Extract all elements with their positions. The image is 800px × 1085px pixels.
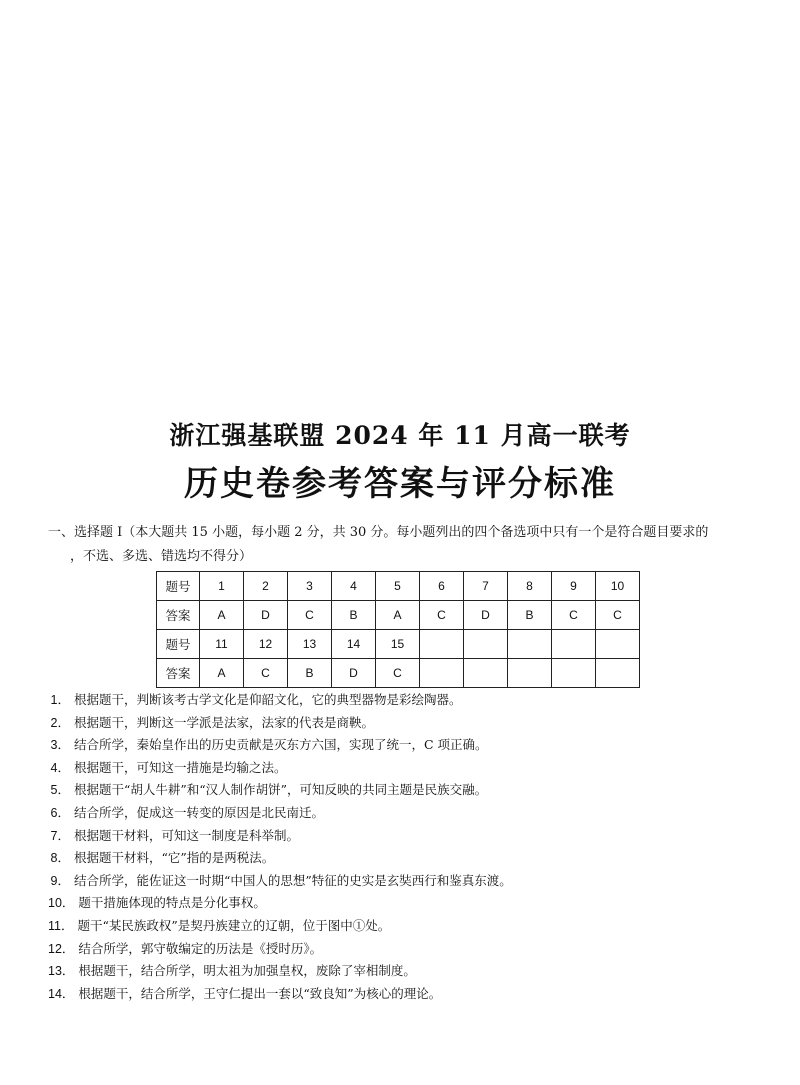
answer-cell: D (464, 601, 508, 630)
explanation-text: 题干“某民族政权”是契丹族建立的辽朝，位于图中①处。 (77, 917, 391, 933)
answer-cell (552, 659, 596, 688)
explanation-item (48, 938, 512, 961)
explanation-number: 7． (50, 828, 70, 843)
explanation-number: 1． (50, 693, 70, 707)
section-heading-line2: ，不选、多选、错选均不得分） (70, 549, 253, 564)
question-cell (552, 630, 596, 659)
question-cell: 12 (244, 630, 288, 659)
explanation-text: 根据题干，判断这一学派是法家，法家的代表是商鞅。 (74, 714, 375, 730)
answer-cell: D (244, 601, 288, 630)
answer-cell: C (596, 601, 640, 630)
question-cell: 11 (200, 630, 244, 659)
explanation-text: 根据题干，结合所学，明太祖为加强皇权，废除了宰相制度。 (78, 963, 416, 979)
explanation-text: 根据题干“胡人牛耕”和“汉人制作胡饼”，可知反映的共同主题是民族交融。 (74, 782, 488, 798)
question-cell (420, 630, 464, 659)
answer-cell: C (288, 601, 332, 630)
explanation-number: 14． (48, 986, 75, 1001)
question-cell (464, 630, 508, 659)
answer-cell: C (420, 601, 464, 630)
question-cell (508, 630, 552, 659)
explanation-number: 13． (48, 964, 75, 979)
explanation-item (48, 712, 512, 735)
explanation-number: 2． (50, 715, 70, 730)
explanation-text: 结合所学，促成这一转变的原因是北民南迁。 (74, 804, 325, 820)
explanation-item (48, 915, 512, 938)
explanation-item (48, 802, 512, 825)
answer-cell: A (376, 601, 420, 630)
question-cell: 10 (596, 572, 640, 601)
answer-cell: C (376, 659, 420, 688)
explanation-text: 结合所学，郭守敬编定的历法是《授时历》。 (78, 940, 323, 956)
explanation-item (48, 983, 512, 1006)
explanation-text: 结合所学，能佐证这一时期“中国人的思想”特征的史实是玄奘西行和鉴真东渡。 (74, 872, 512, 888)
question-row-label: 题号 (157, 630, 200, 659)
answer-cell (420, 659, 464, 688)
explanation-text: 根据题干，判断该考古学文化是仰韶文化，它的典型器物是彩绘陶器。 (74, 692, 462, 707)
question-cell: 14 (332, 630, 376, 659)
explanation-number: 6． (50, 805, 70, 820)
answer-cell: D (332, 659, 376, 688)
question-cell: 13 (288, 630, 332, 659)
explanation-text: 题干措施体现的特点是分化事权。 (78, 895, 266, 911)
explanation-item (48, 892, 512, 915)
question-cell: 8 (508, 572, 552, 601)
question-cell: 7 (464, 572, 508, 601)
answer-cell: C (244, 659, 288, 688)
answer-cell (508, 659, 552, 688)
question-row (157, 572, 640, 601)
explanation-number: 9． (50, 873, 70, 888)
explanation-text: 根据题干，结合所学，王守仁提出一套以“致良知”为核心的理论。 (78, 985, 442, 1001)
question-row-label: 题号 (157, 572, 200, 601)
answer-cell: B (288, 659, 332, 688)
question-cell: 2 (244, 572, 288, 601)
answer-cell (596, 659, 640, 688)
explanation-item (48, 734, 512, 757)
question-cell: 9 (552, 572, 596, 601)
answer-cell: A (200, 659, 244, 688)
explanation-number: 4． (50, 760, 70, 775)
explanation-item (48, 870, 512, 893)
question-cell: 1 (200, 572, 244, 601)
explanation-item (48, 779, 512, 802)
question-cell: 15 (376, 630, 420, 659)
explanation-item (48, 689, 512, 712)
explanation-text: 结合所学，秦始皇作出的历史贡献是灭东方六国，实现了统一，C 项正确。 (74, 737, 488, 753)
explanation-item (48, 757, 512, 780)
answer-cell: C (552, 601, 596, 630)
answer-row-label: 答案 (157, 601, 200, 630)
explanation-text: 根据题干材料，“它”指的是两税法。 (74, 850, 275, 866)
section-heading (48, 521, 768, 569)
question-cell: 5 (376, 572, 420, 601)
exam-title: 浙江强基联盟 2024 年 11 月高一联考 (169, 421, 631, 450)
explanation-text: 根据题干，可知这一措施是均输之法。 (74, 759, 287, 775)
explanation-number: 8． (50, 851, 70, 866)
explanation-item (48, 825, 512, 848)
explanation-number: 11． (48, 918, 74, 933)
answer-cell: B (332, 601, 376, 630)
explanation-item (48, 847, 512, 870)
explanation-number: 3． (50, 738, 70, 753)
question-cell: 6 (420, 572, 464, 601)
explanation-number: 5． (50, 783, 70, 798)
explanation-list (48, 689, 512, 1005)
explanation-text: 根据题干材料，可知这一制度是科举制。 (74, 827, 300, 843)
question-cell: 3 (288, 572, 332, 601)
section-heading-line1: 一、选择题 I（本大题共 15 小题，每小题 2 分，共 30 分。每小题列出的四个备选项中只有一个是符合题目要求的 (48, 525, 709, 540)
answer-cell: B (508, 601, 552, 630)
explanation-item (48, 960, 512, 983)
answer-row (157, 659, 640, 688)
answer-table (156, 571, 640, 688)
answer-key-title: 历史卷参考答案与评分标准 (184, 464, 616, 504)
answer-row-label: 答案 (157, 659, 200, 688)
question-cell: 4 (332, 572, 376, 601)
explanation-number: 10． (48, 896, 75, 911)
answer-row (157, 601, 640, 630)
answer-cell: A (200, 601, 244, 630)
answer-cell (464, 659, 508, 688)
explanation-number: 12． (48, 941, 75, 956)
question-row (157, 630, 640, 659)
question-cell (596, 630, 640, 659)
